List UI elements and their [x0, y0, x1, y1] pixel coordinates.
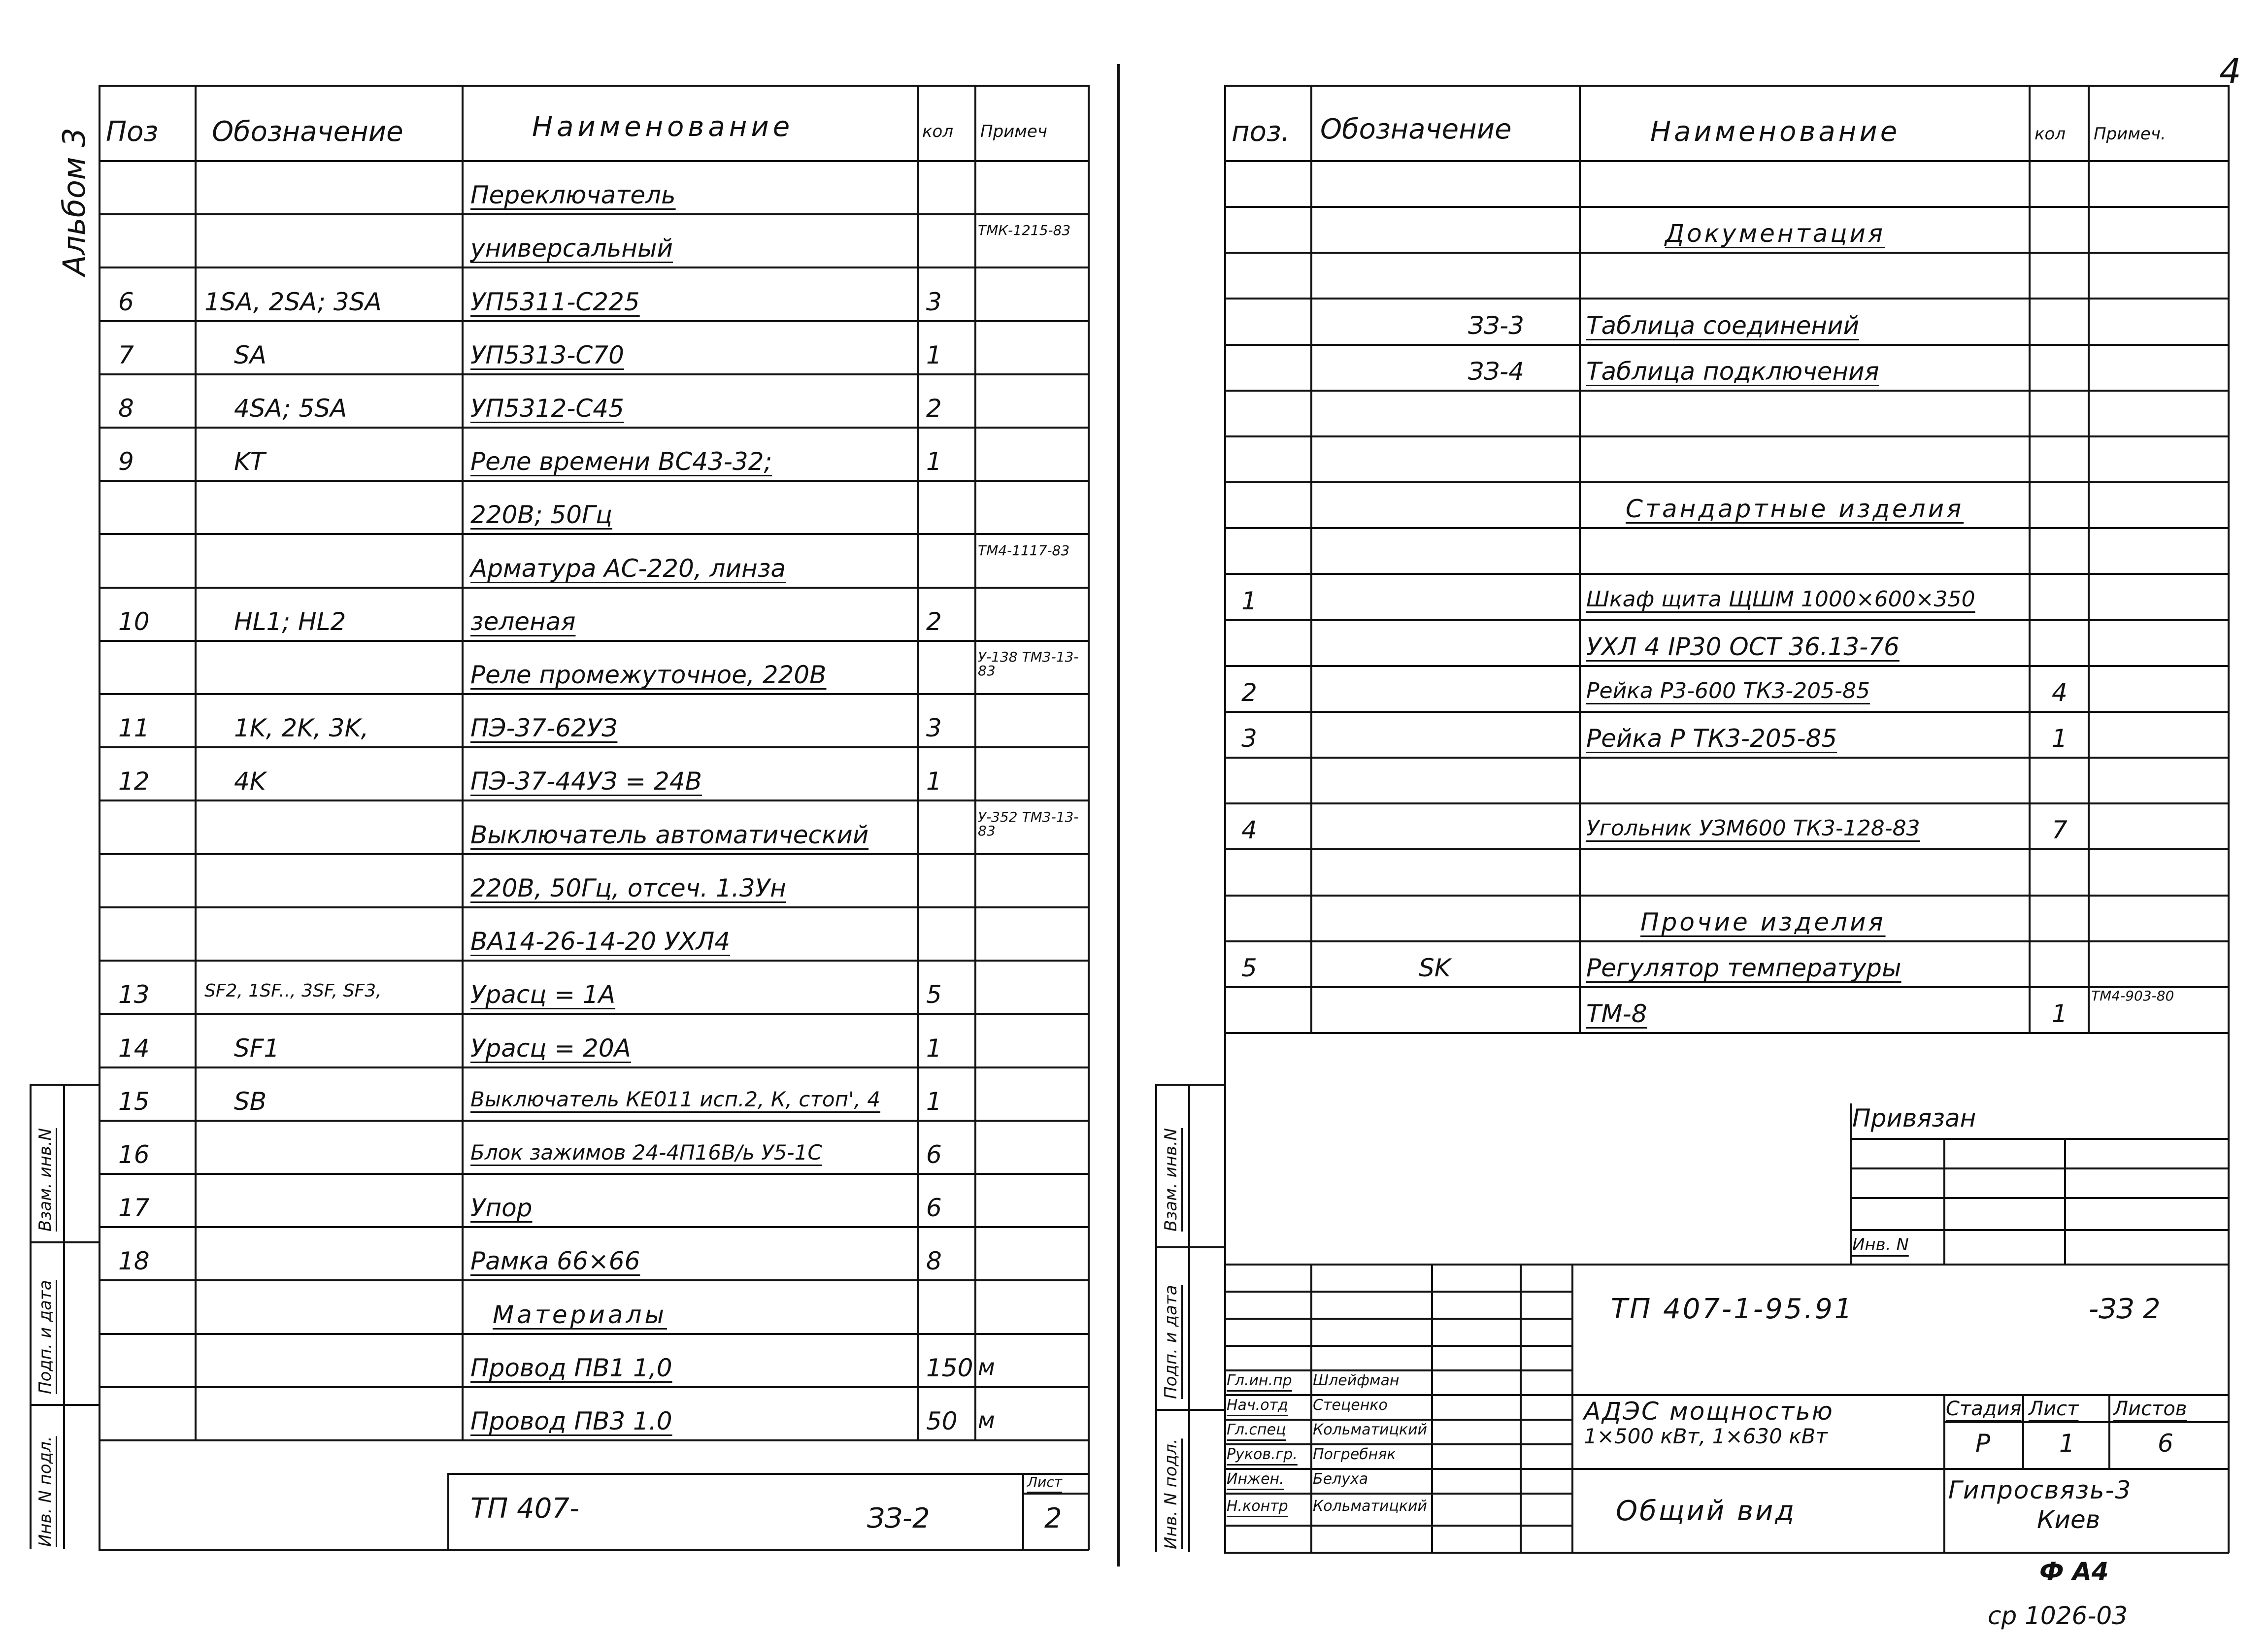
- cell-name: Регулятор температуры: [1586, 954, 1901, 982]
- cell-pos: 15: [118, 1087, 150, 1116]
- cell-kol: 50: [926, 1407, 958, 1435]
- left-stamp-code: ЗЗ-2: [867, 1502, 930, 1534]
- row-line: [1224, 481, 2229, 483]
- row-line: [1224, 344, 2229, 346]
- r-col-header-kol: кол: [2035, 124, 2066, 144]
- cell-kol: 3: [926, 714, 942, 742]
- cell-prim: У-138 ТМ3-13-83: [978, 649, 1079, 679]
- cell-name: Таблица соединений: [1586, 311, 1860, 340]
- row-line: [99, 1013, 1089, 1015]
- cell-oboz: SF2, 1SF.., 3SF, SF3,: [204, 981, 382, 1001]
- cell-name: Урасц = 20А: [470, 1034, 631, 1063]
- cell-pos: 14: [118, 1034, 150, 1063]
- cell-name: УП5312-С45: [470, 394, 624, 423]
- row-line: [99, 640, 1089, 642]
- inv-podl-label: Инв. N подл.: [35, 1436, 55, 1547]
- row-line: [99, 480, 1089, 482]
- row-line: [1224, 298, 2229, 300]
- cell-pos: 1: [1241, 587, 1257, 615]
- row-line: [99, 213, 1089, 215]
- cell-oboz: HL1; HL2: [234, 607, 346, 636]
- r-stamp-object: АДЭС мощностью: [1584, 1397, 1834, 1426]
- stadia-label: Стадия: [1946, 1398, 2022, 1420]
- cell-kol: 1: [926, 1087, 942, 1116]
- org-name: Гипросвязь-3: [1948, 1476, 2132, 1504]
- cell-kol: 1: [2052, 724, 2068, 753]
- r-col-header-prim: Примеч.: [2094, 124, 2166, 144]
- cell-name: Рейка Р3-600 ТК3-205-85: [1586, 678, 1870, 703]
- left-stamp-list-label: Лист: [1027, 1474, 1062, 1490]
- r-podp-data-label: Подп. и дата: [1161, 1285, 1181, 1399]
- cell-oboz: KT: [234, 447, 266, 476]
- inv-n-label: Инв. N: [1852, 1235, 1909, 1255]
- row-line: [99, 1386, 1089, 1388]
- row-line: [1224, 711, 2229, 713]
- vzam-inv-label: Взам. инв.N: [35, 1128, 55, 1232]
- row-line: [1224, 390, 2229, 392]
- role-label: Гл.спец: [1227, 1421, 1286, 1438]
- row-line: [99, 1226, 1089, 1228]
- cell-name: Выключатель автоматический: [470, 821, 869, 849]
- row-line: [99, 1439, 1089, 1441]
- list-label: Лист: [2029, 1398, 2079, 1420]
- row-line: [1224, 940, 2229, 942]
- cell-name: Угольник УЗМ600 ТК3-128-83: [1586, 816, 1920, 841]
- row-line: [99, 1066, 1089, 1068]
- cell-pos: 12: [118, 767, 150, 796]
- cell-prim: У-352 ТМ3-13-83: [978, 809, 1079, 839]
- cell-name: Провод ПВ3 1.0: [470, 1407, 672, 1435]
- row-line: [1224, 665, 2229, 667]
- row-line: [1224, 619, 2229, 621]
- row-line: [99, 800, 1089, 801]
- row-line: [99, 427, 1089, 429]
- row-line: [99, 267, 1089, 268]
- cell-kol: 4: [2052, 678, 2068, 707]
- listov-value: 6: [2158, 1429, 2173, 1458]
- row-line: [1224, 206, 2229, 208]
- cell-pos: 13: [118, 980, 150, 1009]
- row-line: [1224, 435, 2229, 437]
- col-header-kol: кол: [922, 122, 954, 141]
- row-line: [1224, 1032, 2229, 1034]
- cell-oboz: SK: [1419, 954, 1451, 982]
- cell-kol: 5: [926, 980, 942, 1009]
- cell-kol: 1: [926, 447, 942, 476]
- row-line: [99, 533, 1089, 535]
- cell-kol: 8: [926, 1247, 942, 1275]
- r-col-header-name: Наименование: [1650, 116, 1901, 148]
- cell-pos: 7: [118, 341, 134, 369]
- cell-name: Рамка 66×66: [470, 1247, 640, 1275]
- cell-oboz: 4K: [234, 767, 266, 796]
- signer-name: Шлейфман: [1313, 1373, 1400, 1388]
- cell-name: Прочие изделия: [1640, 908, 1886, 936]
- cell-name: Рейка Р ТК3-205-85: [1586, 724, 1837, 753]
- row-line: [99, 693, 1089, 695]
- cell-name: Арматура АС-220, линза: [470, 554, 786, 583]
- cell-name: ПЭ-37-62УЗ: [470, 714, 618, 742]
- cell-name: Таблица подключения: [1586, 357, 1879, 386]
- cell-name: ВА14-26-14-20 УХЛ4: [470, 927, 731, 956]
- cell-kol: 6: [926, 1194, 942, 1222]
- cell-kol: 1: [926, 341, 942, 369]
- role-label: Инжен.: [1227, 1470, 1284, 1488]
- cell-oboz: SA: [234, 341, 267, 369]
- row-line: [99, 1173, 1089, 1175]
- cell-prim: ТМ4-1117-83: [978, 542, 1070, 559]
- cell-name: Упор: [470, 1194, 533, 1222]
- cell-oboz: 1K, 2K, 3K,: [234, 714, 369, 742]
- sheet-divider: [1117, 64, 1120, 1566]
- r-vzam-inv-label: Взам. инв.N: [1161, 1128, 1181, 1232]
- cell-name: Реле времени ВС43-32;: [470, 447, 772, 476]
- cell-pos: 4: [1241, 816, 1257, 844]
- cell-pos: 5: [1241, 954, 1257, 982]
- stadia-value: Р: [1975, 1429, 1991, 1458]
- row-line: [99, 587, 1089, 589]
- cell-prim: ТМ4-903-80: [2091, 988, 2174, 1004]
- cell-oboz: 4SA; 5SA: [234, 394, 347, 423]
- cell-name: Урасц = 1А: [470, 980, 616, 1009]
- col-header-name: Наименование: [532, 111, 794, 143]
- role-label: Нач.отд: [1227, 1397, 1288, 1414]
- list-value: 1: [2059, 1429, 2075, 1458]
- cell-prim: м: [978, 1407, 995, 1433]
- cell-oboz: ЗЗ-4: [1468, 357, 1524, 386]
- r-stamp-title: Общий вид: [1616, 1495, 1797, 1527]
- cell-name: Реле промежуточное, 220В: [470, 661, 827, 689]
- r-stamp-object2: 1×500 кВт, 1×630 кВт: [1584, 1424, 1828, 1448]
- row-line: [99, 320, 1089, 322]
- row-line: [99, 1120, 1089, 1122]
- format-label: Ф А4: [2039, 1557, 2109, 1586]
- row-line: [1224, 986, 2229, 988]
- cell-pos: 2: [1241, 678, 1257, 707]
- cell-kol: 7: [2052, 816, 2068, 844]
- cell-name: Провод ПВ1 1,0: [470, 1354, 672, 1382]
- cell-kol: 150: [926, 1354, 973, 1382]
- cell-name: Выключатель КЕ011 исп.2, К, стоп', 4: [470, 1087, 881, 1111]
- cell-kol: 2: [926, 394, 942, 423]
- signer-name: Кольматицкий: [1313, 1499, 1428, 1514]
- row-line: [99, 746, 1089, 748]
- signer-name: Кольматицкий: [1313, 1423, 1428, 1437]
- cell-name: Документация: [1665, 219, 1885, 248]
- row-line: [99, 1333, 1089, 1335]
- cell-name: Шкаф щита ЩШМ 1000×600×350: [1586, 587, 1975, 612]
- cell-pos: 6: [118, 288, 134, 316]
- cell-kol: 1: [926, 767, 942, 796]
- r-col-header-pos: поз.: [1232, 116, 1290, 148]
- cell-name: Переключатель: [470, 181, 676, 209]
- row-line: [1224, 802, 2229, 804]
- org-city: Киев: [2037, 1505, 2101, 1534]
- row-line: [1224, 573, 2229, 575]
- row-line: [1224, 895, 2229, 897]
- row-line: [1224, 252, 2229, 254]
- cell-name: Стандартные изделия: [1626, 495, 1964, 523]
- cell-name: УП5311-С225: [470, 288, 640, 316]
- r-col-header-oboz: Обозначение: [1320, 113, 1512, 145]
- cell-kol: 1: [2052, 1000, 2068, 1028]
- row-line: [1224, 848, 2229, 850]
- cell-kol: 1: [926, 1034, 942, 1063]
- row-line: [1224, 527, 2229, 529]
- cell-kol: 6: [926, 1140, 942, 1169]
- cell-pos: 17: [118, 1194, 150, 1222]
- row-line: [99, 373, 1089, 375]
- col-header-oboz: Обозначение: [212, 116, 403, 148]
- listov-label: Листов: [2113, 1398, 2187, 1420]
- cell-name: универсальный: [470, 234, 673, 263]
- left-stamp-list: 2: [1044, 1502, 1062, 1534]
- cell-oboz: SB: [234, 1087, 267, 1116]
- cell-pos: 9: [118, 447, 134, 476]
- role-label: Гл.ин.пр: [1227, 1372, 1292, 1389]
- left-stamp-doc: ТП 407-: [470, 1493, 580, 1525]
- cell-name: Материалы: [493, 1300, 667, 1329]
- signer-name: Стеценко: [1313, 1398, 1388, 1413]
- signer-name: Белуха: [1313, 1472, 1368, 1487]
- cell-pos: 18: [118, 1247, 150, 1275]
- album-label: Альбом 3: [56, 128, 92, 276]
- row-line: [99, 1279, 1089, 1281]
- cell-pos: 10: [118, 607, 150, 636]
- cell-pos: 3: [1241, 724, 1257, 753]
- col-header-pos: Поз: [106, 116, 159, 148]
- cell-name: ПЭ-37-44УЗ = 24В: [470, 767, 702, 796]
- cell-pos: 8: [118, 394, 134, 423]
- r-inv-podl-label: Инв. N подл.: [1161, 1438, 1181, 1549]
- role-label: Руков.гр.: [1227, 1446, 1298, 1463]
- cell-prim: м: [978, 1354, 995, 1380]
- cell-name: УХЛ 4 IР30 ОСТ 36.13-76: [1586, 633, 1900, 661]
- row-line: [99, 853, 1089, 855]
- cell-name: УП5313-С70: [470, 341, 624, 369]
- row-line: [1224, 757, 2229, 759]
- cell-name: 220В; 50Гц: [470, 500, 612, 529]
- cell-pos: 16: [118, 1140, 150, 1169]
- r-stamp-code: -ЗЗ 2: [2089, 1293, 2161, 1325]
- cell-kol: 3: [926, 288, 942, 316]
- cell-name: ТМ-8: [1586, 1000, 1647, 1028]
- cell-kol: 2: [926, 607, 942, 636]
- cell-oboz: ЗЗ-3: [1468, 311, 1524, 340]
- podp-data-label: Подп. и дата: [35, 1280, 55, 1394]
- row-line: [99, 906, 1089, 908]
- role-label: Н.контр: [1227, 1498, 1288, 1515]
- r-stamp-doc: ТП 407-1-95.91: [1611, 1293, 1854, 1325]
- col-header-prim: Примеч: [980, 122, 1047, 141]
- page-number: 4: [2219, 51, 2241, 92]
- cell-pos: 11: [118, 714, 150, 742]
- cell-name: зеленая: [470, 607, 576, 636]
- row-line: [99, 960, 1089, 962]
- privyazan-label: Привязан: [1852, 1104, 1976, 1133]
- cell-name: 220В, 50Гц, отсеч. 1.3Ун: [470, 874, 786, 902]
- cell-oboz: SF1: [234, 1034, 280, 1063]
- signer-name: Погребняк: [1313, 1447, 1396, 1462]
- corner-code: ср 1026-03: [1988, 1601, 2128, 1630]
- cell-oboz: 1SA, 2SA; 3SA: [204, 288, 382, 316]
- cell-name: Блок зажимов 24-4П16В/ь У5-1С: [470, 1140, 822, 1165]
- cell-prim: ТМК-1215-83: [978, 222, 1071, 238]
